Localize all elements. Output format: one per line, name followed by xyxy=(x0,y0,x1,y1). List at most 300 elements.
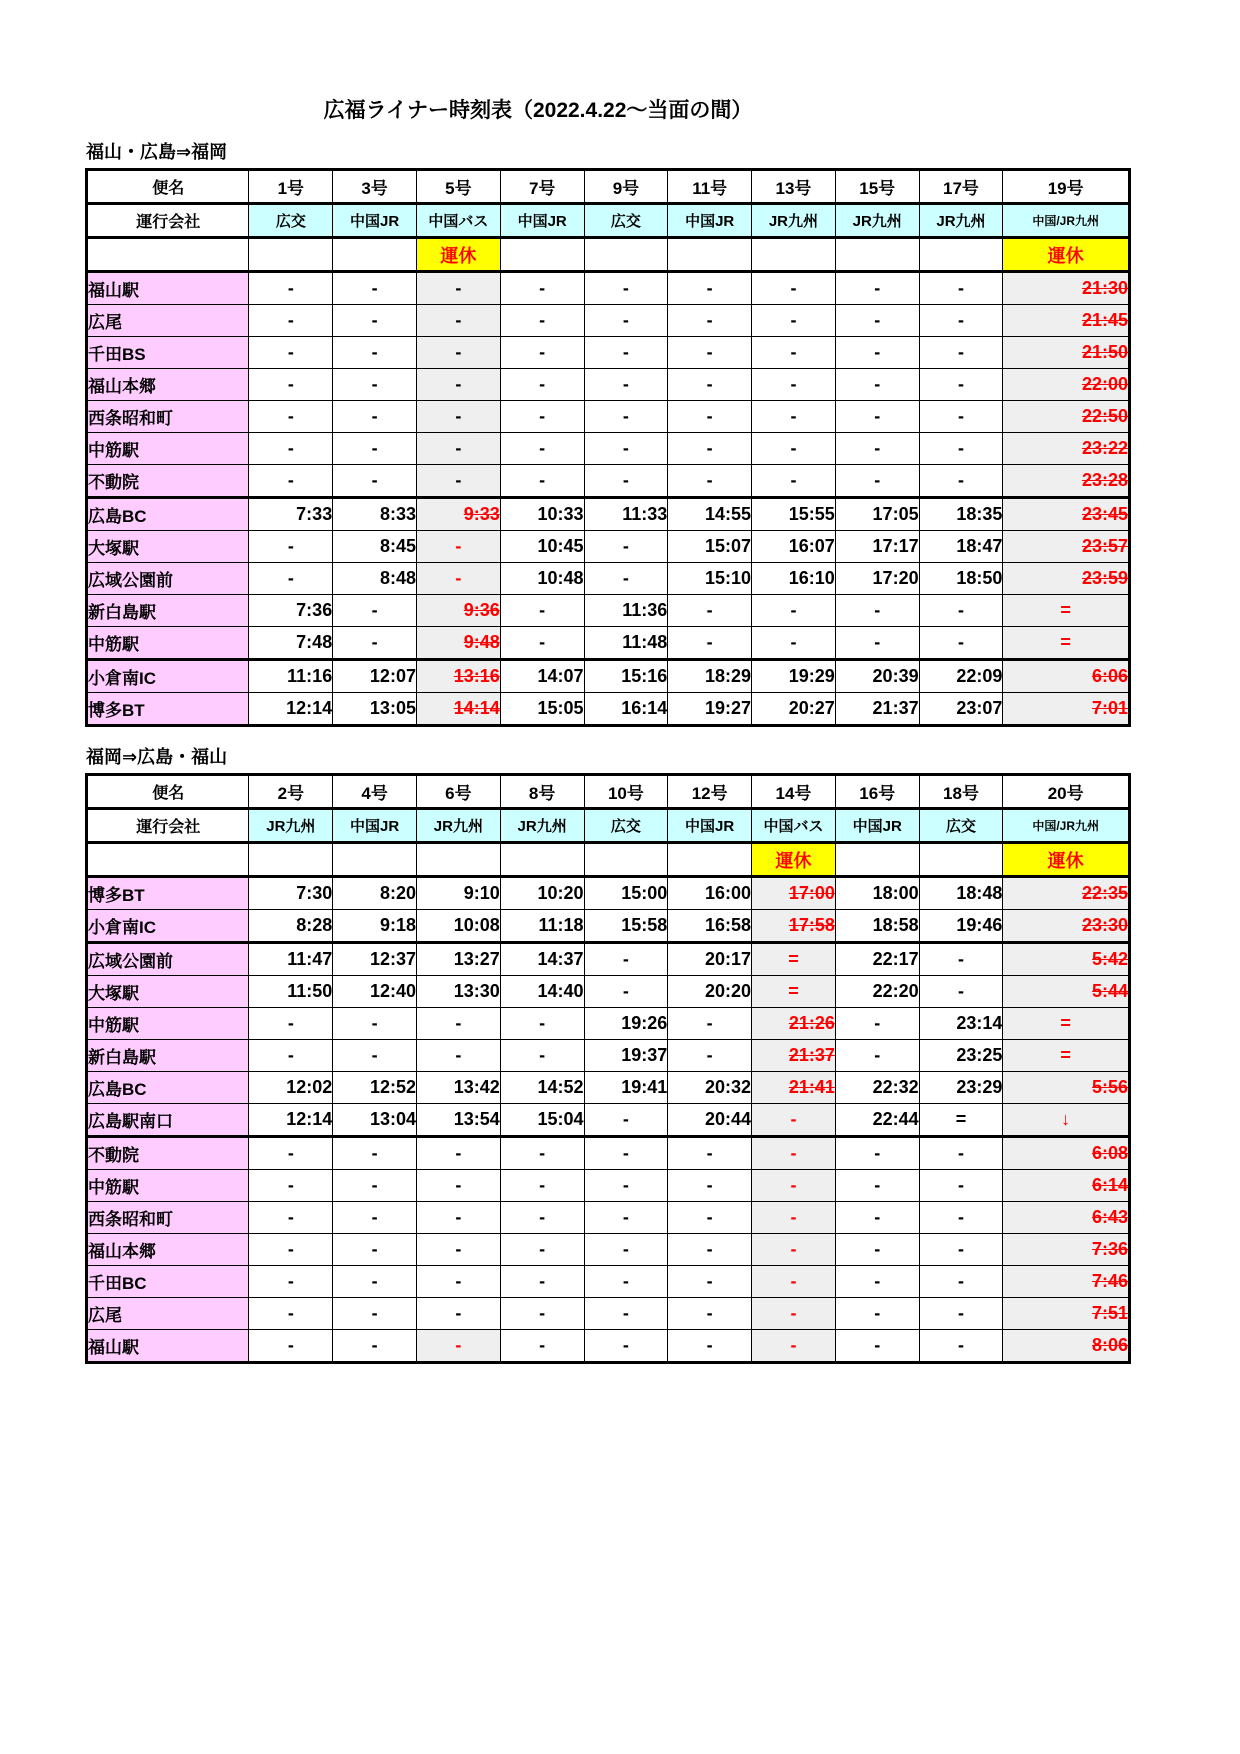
blank-cell xyxy=(249,238,333,272)
time-cell: 21:45 xyxy=(1003,305,1130,337)
time-cell: - xyxy=(835,1266,919,1298)
time-cell: - xyxy=(249,433,333,465)
time-cell: 11:48 xyxy=(584,627,668,660)
time-cell: - xyxy=(333,1266,417,1298)
station-name-cell: 広島BC xyxy=(87,498,249,531)
time-cell: - xyxy=(333,1040,417,1072)
time-cell: - xyxy=(835,1040,919,1072)
time-cell: 22:44 xyxy=(835,1104,919,1137)
time-cell: - xyxy=(500,1266,584,1298)
time-cell: 15:05 xyxy=(500,693,584,726)
time-cell: 13:04 xyxy=(333,1104,417,1137)
time-cell: - xyxy=(668,305,752,337)
blank-cell xyxy=(417,843,501,877)
operator-cell: JR九州 xyxy=(500,809,584,843)
time-cell: 10:48 xyxy=(500,563,584,595)
time-cell: 7:30 xyxy=(249,877,333,910)
station-name-cell: 千田BS xyxy=(87,337,249,369)
operator-cell: 中国JR xyxy=(668,204,752,238)
train-header-cell: 20号 xyxy=(1003,775,1130,809)
time-cell: - xyxy=(500,465,584,498)
time-cell: - xyxy=(584,943,668,976)
time-cell: - xyxy=(333,433,417,465)
time-cell: - xyxy=(584,1202,668,1234)
time-cell: 23:57 xyxy=(1003,531,1130,563)
station-name-cell: 広島駅南口 xyxy=(87,1104,249,1137)
time-cell: - xyxy=(752,627,836,660)
station-name-cell: 広尾 xyxy=(87,1298,249,1330)
time-cell: - xyxy=(919,943,1003,976)
time-cell: 13:30 xyxy=(417,976,501,1008)
time-cell: 13:54 xyxy=(417,1104,501,1137)
time-cell: 6:06 xyxy=(1003,660,1130,693)
time-cell: 20:44 xyxy=(668,1104,752,1137)
train-header-cell: 9号 xyxy=(584,170,668,204)
time-cell: - xyxy=(752,1234,836,1266)
train-header-cell: 13号 xyxy=(752,170,836,204)
time-cell: 9:10 xyxy=(417,877,501,910)
time-cell: 15:04 xyxy=(500,1104,584,1137)
time-cell: - xyxy=(752,465,836,498)
suspension-row-label xyxy=(87,238,249,272)
time-cell: - xyxy=(835,369,919,401)
time-cell: - xyxy=(584,305,668,337)
time-cell: 15:55 xyxy=(752,498,836,531)
page-title: 広福ライナー時刻表（2022.4.22～当面の間） xyxy=(323,99,753,122)
time-cell: - xyxy=(752,401,836,433)
time-cell: 16:00 xyxy=(668,877,752,910)
time-cell: 16:14 xyxy=(584,693,668,726)
time-cell: - xyxy=(668,272,752,305)
time-cell: 7:33 xyxy=(249,498,333,531)
time-cell: 14:52 xyxy=(500,1072,584,1104)
time-cell: 23:45 xyxy=(1003,498,1130,531)
time-cell: - xyxy=(835,1298,919,1330)
station-name-cell: 新白島駅 xyxy=(87,595,249,627)
station-name-cell: 小倉南IC xyxy=(87,910,249,943)
time-cell: - xyxy=(500,1202,584,1234)
time-cell: - xyxy=(752,1137,836,1170)
time-cell: = xyxy=(752,976,836,1008)
time-cell: = xyxy=(919,1104,1003,1137)
train-header-cell: 3号 xyxy=(333,170,417,204)
time-cell: - xyxy=(500,627,584,660)
time-cell: - xyxy=(668,465,752,498)
time-cell: - xyxy=(752,369,836,401)
time-cell: 8:20 xyxy=(333,877,417,910)
time-cell: 12:40 xyxy=(333,976,417,1008)
time-cell: - xyxy=(500,305,584,337)
time-cell: - xyxy=(333,272,417,305)
time-cell: - xyxy=(333,465,417,498)
time-cell: 20:17 xyxy=(668,943,752,976)
time-cell: 22:09 xyxy=(919,660,1003,693)
time-cell: - xyxy=(835,1202,919,1234)
time-cell: - xyxy=(417,1170,501,1202)
time-cell: - xyxy=(668,401,752,433)
time-cell: - xyxy=(249,401,333,433)
station-name-cell: 広域公園前 xyxy=(87,943,249,976)
time-cell: 6:43 xyxy=(1003,1202,1130,1234)
time-cell: 23:25 xyxy=(919,1040,1003,1072)
train-header-cell: 14号 xyxy=(752,775,836,809)
time-cell: - xyxy=(333,627,417,660)
time-cell: 9:18 xyxy=(333,910,417,943)
time-cell: - xyxy=(835,1170,919,1202)
time-cell: - xyxy=(416,465,500,498)
suspended-badge: 運休 xyxy=(1003,843,1130,877)
time-cell: - xyxy=(584,433,668,465)
suspended-badge: 運休 xyxy=(752,843,836,877)
station-name-cell: 中筋駅 xyxy=(87,433,249,465)
time-cell: 22:20 xyxy=(835,976,919,1008)
time-cell: - xyxy=(249,1137,333,1170)
operator-cell: JR九州 xyxy=(919,204,1003,238)
time-cell: - xyxy=(249,272,333,305)
station-name-cell: 不動院 xyxy=(87,1137,249,1170)
time-cell: - xyxy=(919,305,1003,337)
time-cell: 19:37 xyxy=(584,1040,668,1072)
time-cell: 17:20 xyxy=(835,563,919,595)
station-name-cell: 中筋駅 xyxy=(87,1170,249,1202)
time-cell: - xyxy=(752,1330,836,1363)
time-cell: - xyxy=(668,337,752,369)
time-cell: - xyxy=(835,465,919,498)
station-name-cell: 福山駅 xyxy=(87,1330,249,1363)
train-header-cell: 15号 xyxy=(835,170,919,204)
time-cell: - xyxy=(500,337,584,369)
time-cell: - xyxy=(668,369,752,401)
direction-label-inbound: 福岡⇒広島・福山 xyxy=(86,747,228,767)
time-cell: 23:22 xyxy=(1003,433,1130,465)
time-cell: 19:27 xyxy=(668,693,752,726)
time-cell: 23:30 xyxy=(1003,910,1130,943)
time-cell: 20:20 xyxy=(668,976,752,1008)
time-cell: - xyxy=(584,1266,668,1298)
time-cell: - xyxy=(752,305,836,337)
time-cell: - xyxy=(919,1266,1003,1298)
time-cell: - xyxy=(249,337,333,369)
train-header-cell: 8号 xyxy=(500,775,584,809)
time-cell: - xyxy=(752,1170,836,1202)
time-cell: = xyxy=(752,943,836,976)
blank-cell xyxy=(752,238,836,272)
time-cell: - xyxy=(752,272,836,305)
time-cell: = xyxy=(1003,1040,1130,1072)
time-cell: 13:27 xyxy=(417,943,501,976)
time-cell: - xyxy=(584,976,668,1008)
station-name-cell: 大塚駅 xyxy=(87,976,249,1008)
time-cell: - xyxy=(835,1234,919,1266)
time-cell: - xyxy=(417,1330,501,1363)
time-cell: - xyxy=(416,305,500,337)
operator-cell: JR九州 xyxy=(417,809,501,843)
time-cell: 22:00 xyxy=(1003,369,1130,401)
time-cell: - xyxy=(919,1234,1003,1266)
time-cell: 8:48 xyxy=(333,563,417,595)
time-cell: - xyxy=(333,1330,417,1363)
timetable-outbound xyxy=(85,168,1131,727)
blank-cell xyxy=(835,238,919,272)
time-cell: - xyxy=(919,401,1003,433)
time-cell: - xyxy=(835,1137,919,1170)
blank-cell xyxy=(835,843,919,877)
train-header-cell: 11号 xyxy=(668,170,752,204)
train-header-cell: 12号 xyxy=(668,775,752,809)
time-cell: - xyxy=(919,465,1003,498)
operator-cell: 中国JR xyxy=(500,204,584,238)
inbound-section xyxy=(85,743,1131,1364)
time-cell: 16:07 xyxy=(752,531,836,563)
operator-cell: 中国/JR九州 xyxy=(1003,809,1130,843)
time-cell: 11:18 xyxy=(500,910,584,943)
train-header-cell: 4号 xyxy=(333,775,417,809)
operator-cell: 中国JR xyxy=(333,809,417,843)
time-cell: - xyxy=(249,1234,333,1266)
time-cell: 6:08 xyxy=(1003,1137,1130,1170)
time-cell: 7:48 xyxy=(249,627,333,660)
time-cell: - xyxy=(500,433,584,465)
station-name-cell: 博多BT xyxy=(87,693,249,726)
blank-cell xyxy=(500,843,584,877)
time-cell: 10:08 xyxy=(417,910,501,943)
time-cell: - xyxy=(668,1137,752,1170)
time-cell: - xyxy=(584,1234,668,1266)
time-cell: 19:41 xyxy=(584,1072,668,1104)
time-cell: 23:07 xyxy=(919,693,1003,726)
time-cell: - xyxy=(417,1234,501,1266)
time-cell: - xyxy=(668,1266,752,1298)
time-cell: 5:42 xyxy=(1003,943,1130,976)
blank-cell xyxy=(500,238,584,272)
time-cell: 8:06 xyxy=(1003,1330,1130,1363)
time-cell: - xyxy=(584,563,668,595)
time-cell: 8:28 xyxy=(249,910,333,943)
station-name-cell: 福山本郷 xyxy=(87,369,249,401)
time-cell: - xyxy=(668,1298,752,1330)
time-cell: 11:16 xyxy=(249,660,333,693)
train-header-cell: 1号 xyxy=(249,170,333,204)
time-cell: 5:56 xyxy=(1003,1072,1130,1104)
time-cell: 7:36 xyxy=(1003,1234,1130,1266)
time-cell: - xyxy=(416,433,500,465)
time-cell: - xyxy=(584,272,668,305)
time-cell: - xyxy=(416,563,500,595)
operator-cell: 広交 xyxy=(584,204,668,238)
time-cell: - xyxy=(584,1330,668,1363)
time-cell: 19:46 xyxy=(919,910,1003,943)
time-cell: 17:58 xyxy=(752,910,836,943)
blank-cell xyxy=(919,843,1003,877)
time-cell: - xyxy=(835,305,919,337)
time-cell: 7:46 xyxy=(1003,1266,1130,1298)
time-cell: - xyxy=(333,369,417,401)
time-cell: 12:14 xyxy=(249,693,333,726)
time-cell: = xyxy=(1003,1008,1130,1040)
time-cell: - xyxy=(668,1040,752,1072)
time-cell: - xyxy=(249,563,333,595)
time-cell: 22:35 xyxy=(1003,877,1130,910)
time-cell: 16:58 xyxy=(668,910,752,943)
time-cell: 11:50 xyxy=(249,976,333,1008)
time-cell: - xyxy=(919,595,1003,627)
train-header-cell: 5号 xyxy=(416,170,500,204)
time-cell: - xyxy=(584,1170,668,1202)
time-cell: - xyxy=(919,433,1003,465)
time-cell: - xyxy=(500,1008,584,1040)
operator-cell: JR九州 xyxy=(249,809,333,843)
operator-cell: 中国JR xyxy=(835,809,919,843)
time-cell: - xyxy=(919,1170,1003,1202)
blank-cell xyxy=(333,238,417,272)
time-cell: 15:58 xyxy=(584,910,668,943)
operator-cell: 中国バス xyxy=(752,809,836,843)
train-header-cell: 6号 xyxy=(417,775,501,809)
time-cell: 12:52 xyxy=(333,1072,417,1104)
time-cell: 19:29 xyxy=(752,660,836,693)
time-cell: - xyxy=(752,1104,836,1137)
operator-cell: JR九州 xyxy=(752,204,836,238)
time-cell: - xyxy=(333,595,417,627)
time-cell: - xyxy=(416,337,500,369)
time-cell: 9:48 xyxy=(416,627,500,660)
train-no-header: 便名 xyxy=(87,775,249,809)
operator-cell: 中国/JR九州 xyxy=(1003,204,1130,238)
time-cell: - xyxy=(584,1104,668,1137)
time-cell: - xyxy=(835,627,919,660)
time-cell: - xyxy=(835,1330,919,1363)
operator-header: 運行会社 xyxy=(87,809,249,843)
time-cell: - xyxy=(333,1234,417,1266)
operator-header: 運行会社 xyxy=(87,204,249,238)
time-cell: 14:55 xyxy=(668,498,752,531)
train-header-cell: 18号 xyxy=(919,775,1003,809)
time-cell: - xyxy=(417,1137,501,1170)
time-cell: 21:37 xyxy=(752,1040,836,1072)
train-header-cell: 17号 xyxy=(919,170,1003,204)
station-name-cell: 中筋駅 xyxy=(87,627,249,660)
operator-cell: JR九州 xyxy=(835,204,919,238)
time-cell: - xyxy=(919,369,1003,401)
operator-cell: 中国バス xyxy=(416,204,500,238)
time-cell: - xyxy=(416,272,500,305)
time-cell: 18:58 xyxy=(835,910,919,943)
time-cell: - xyxy=(584,369,668,401)
time-cell: 18:48 xyxy=(919,877,1003,910)
time-cell: - xyxy=(500,401,584,433)
time-cell: - xyxy=(835,1008,919,1040)
time-cell: - xyxy=(919,627,1003,660)
station-name-cell: 広域公園前 xyxy=(87,563,249,595)
time-cell: - xyxy=(500,1040,584,1072)
station-name-cell: 大塚駅 xyxy=(87,531,249,563)
time-cell: 18:47 xyxy=(919,531,1003,563)
time-cell: - xyxy=(249,1008,333,1040)
time-cell: 7:01 xyxy=(1003,693,1130,726)
time-cell: 17:05 xyxy=(835,498,919,531)
station-name-cell: 新白島駅 xyxy=(87,1040,249,1072)
time-cell: 13:42 xyxy=(417,1072,501,1104)
time-cell: - xyxy=(333,305,417,337)
time-cell: - xyxy=(249,1298,333,1330)
time-cell: - xyxy=(835,433,919,465)
time-cell: 10:33 xyxy=(500,498,584,531)
station-name-cell: 広尾 xyxy=(87,305,249,337)
time-cell: - xyxy=(584,1137,668,1170)
time-cell: 12:07 xyxy=(333,660,417,693)
time-cell: 11:36 xyxy=(584,595,668,627)
time-cell: - xyxy=(584,465,668,498)
timetable-inbound xyxy=(85,773,1131,1364)
time-cell: 18:29 xyxy=(668,660,752,693)
time-cell: 15:16 xyxy=(584,660,668,693)
suspension-row-label xyxy=(87,843,249,877)
time-cell: - xyxy=(333,401,417,433)
time-cell: 21:26 xyxy=(752,1008,836,1040)
time-cell: 13:16 xyxy=(416,660,500,693)
time-cell: 6:14 xyxy=(1003,1170,1130,1202)
time-cell: 12:37 xyxy=(333,943,417,976)
time-cell: - xyxy=(249,369,333,401)
time-cell: - xyxy=(752,433,836,465)
time-cell: - xyxy=(919,337,1003,369)
time-cell: - xyxy=(835,401,919,433)
time-cell: - xyxy=(249,305,333,337)
time-cell: - xyxy=(417,1298,501,1330)
time-cell: - xyxy=(919,1330,1003,1363)
time-cell: - xyxy=(668,433,752,465)
blank-cell xyxy=(668,238,752,272)
time-cell: 21:37 xyxy=(835,693,919,726)
time-cell: - xyxy=(584,337,668,369)
time-cell: - xyxy=(500,595,584,627)
train-no-header: 便名 xyxy=(87,170,249,204)
station-name-cell: 小倉南IC xyxy=(87,660,249,693)
time-cell: = xyxy=(1003,595,1130,627)
station-name-cell: 不動院 xyxy=(87,465,249,498)
time-cell: 14:37 xyxy=(500,943,584,976)
time-cell: - xyxy=(416,401,500,433)
time-cell: - xyxy=(500,369,584,401)
time-cell: - xyxy=(752,595,836,627)
time-cell: - xyxy=(668,1202,752,1234)
time-cell: - xyxy=(333,1137,417,1170)
time-cell: 15:00 xyxy=(584,877,668,910)
time-cell: 10:45 xyxy=(500,531,584,563)
time-cell: - xyxy=(752,337,836,369)
time-cell: - xyxy=(919,272,1003,305)
operator-cell: 中国JR xyxy=(333,204,417,238)
time-cell: - xyxy=(417,1008,501,1040)
time-cell: - xyxy=(333,1298,417,1330)
time-cell: - xyxy=(835,337,919,369)
time-cell: - xyxy=(835,272,919,305)
time-cell: 14:14 xyxy=(416,693,500,726)
train-header-cell: 2号 xyxy=(249,775,333,809)
operator-cell: 広交 xyxy=(584,809,668,843)
time-cell: - xyxy=(668,1170,752,1202)
time-cell: - xyxy=(249,465,333,498)
time-cell: 16:10 xyxy=(752,563,836,595)
time-cell: - xyxy=(919,1202,1003,1234)
time-cell: 17:00 xyxy=(752,877,836,910)
time-cell: 15:07 xyxy=(668,531,752,563)
blank-cell xyxy=(584,238,668,272)
time-cell: - xyxy=(668,1330,752,1363)
time-cell: - xyxy=(500,1234,584,1266)
time-cell: 5:44 xyxy=(1003,976,1130,1008)
time-cell: 8:33 xyxy=(333,498,417,531)
